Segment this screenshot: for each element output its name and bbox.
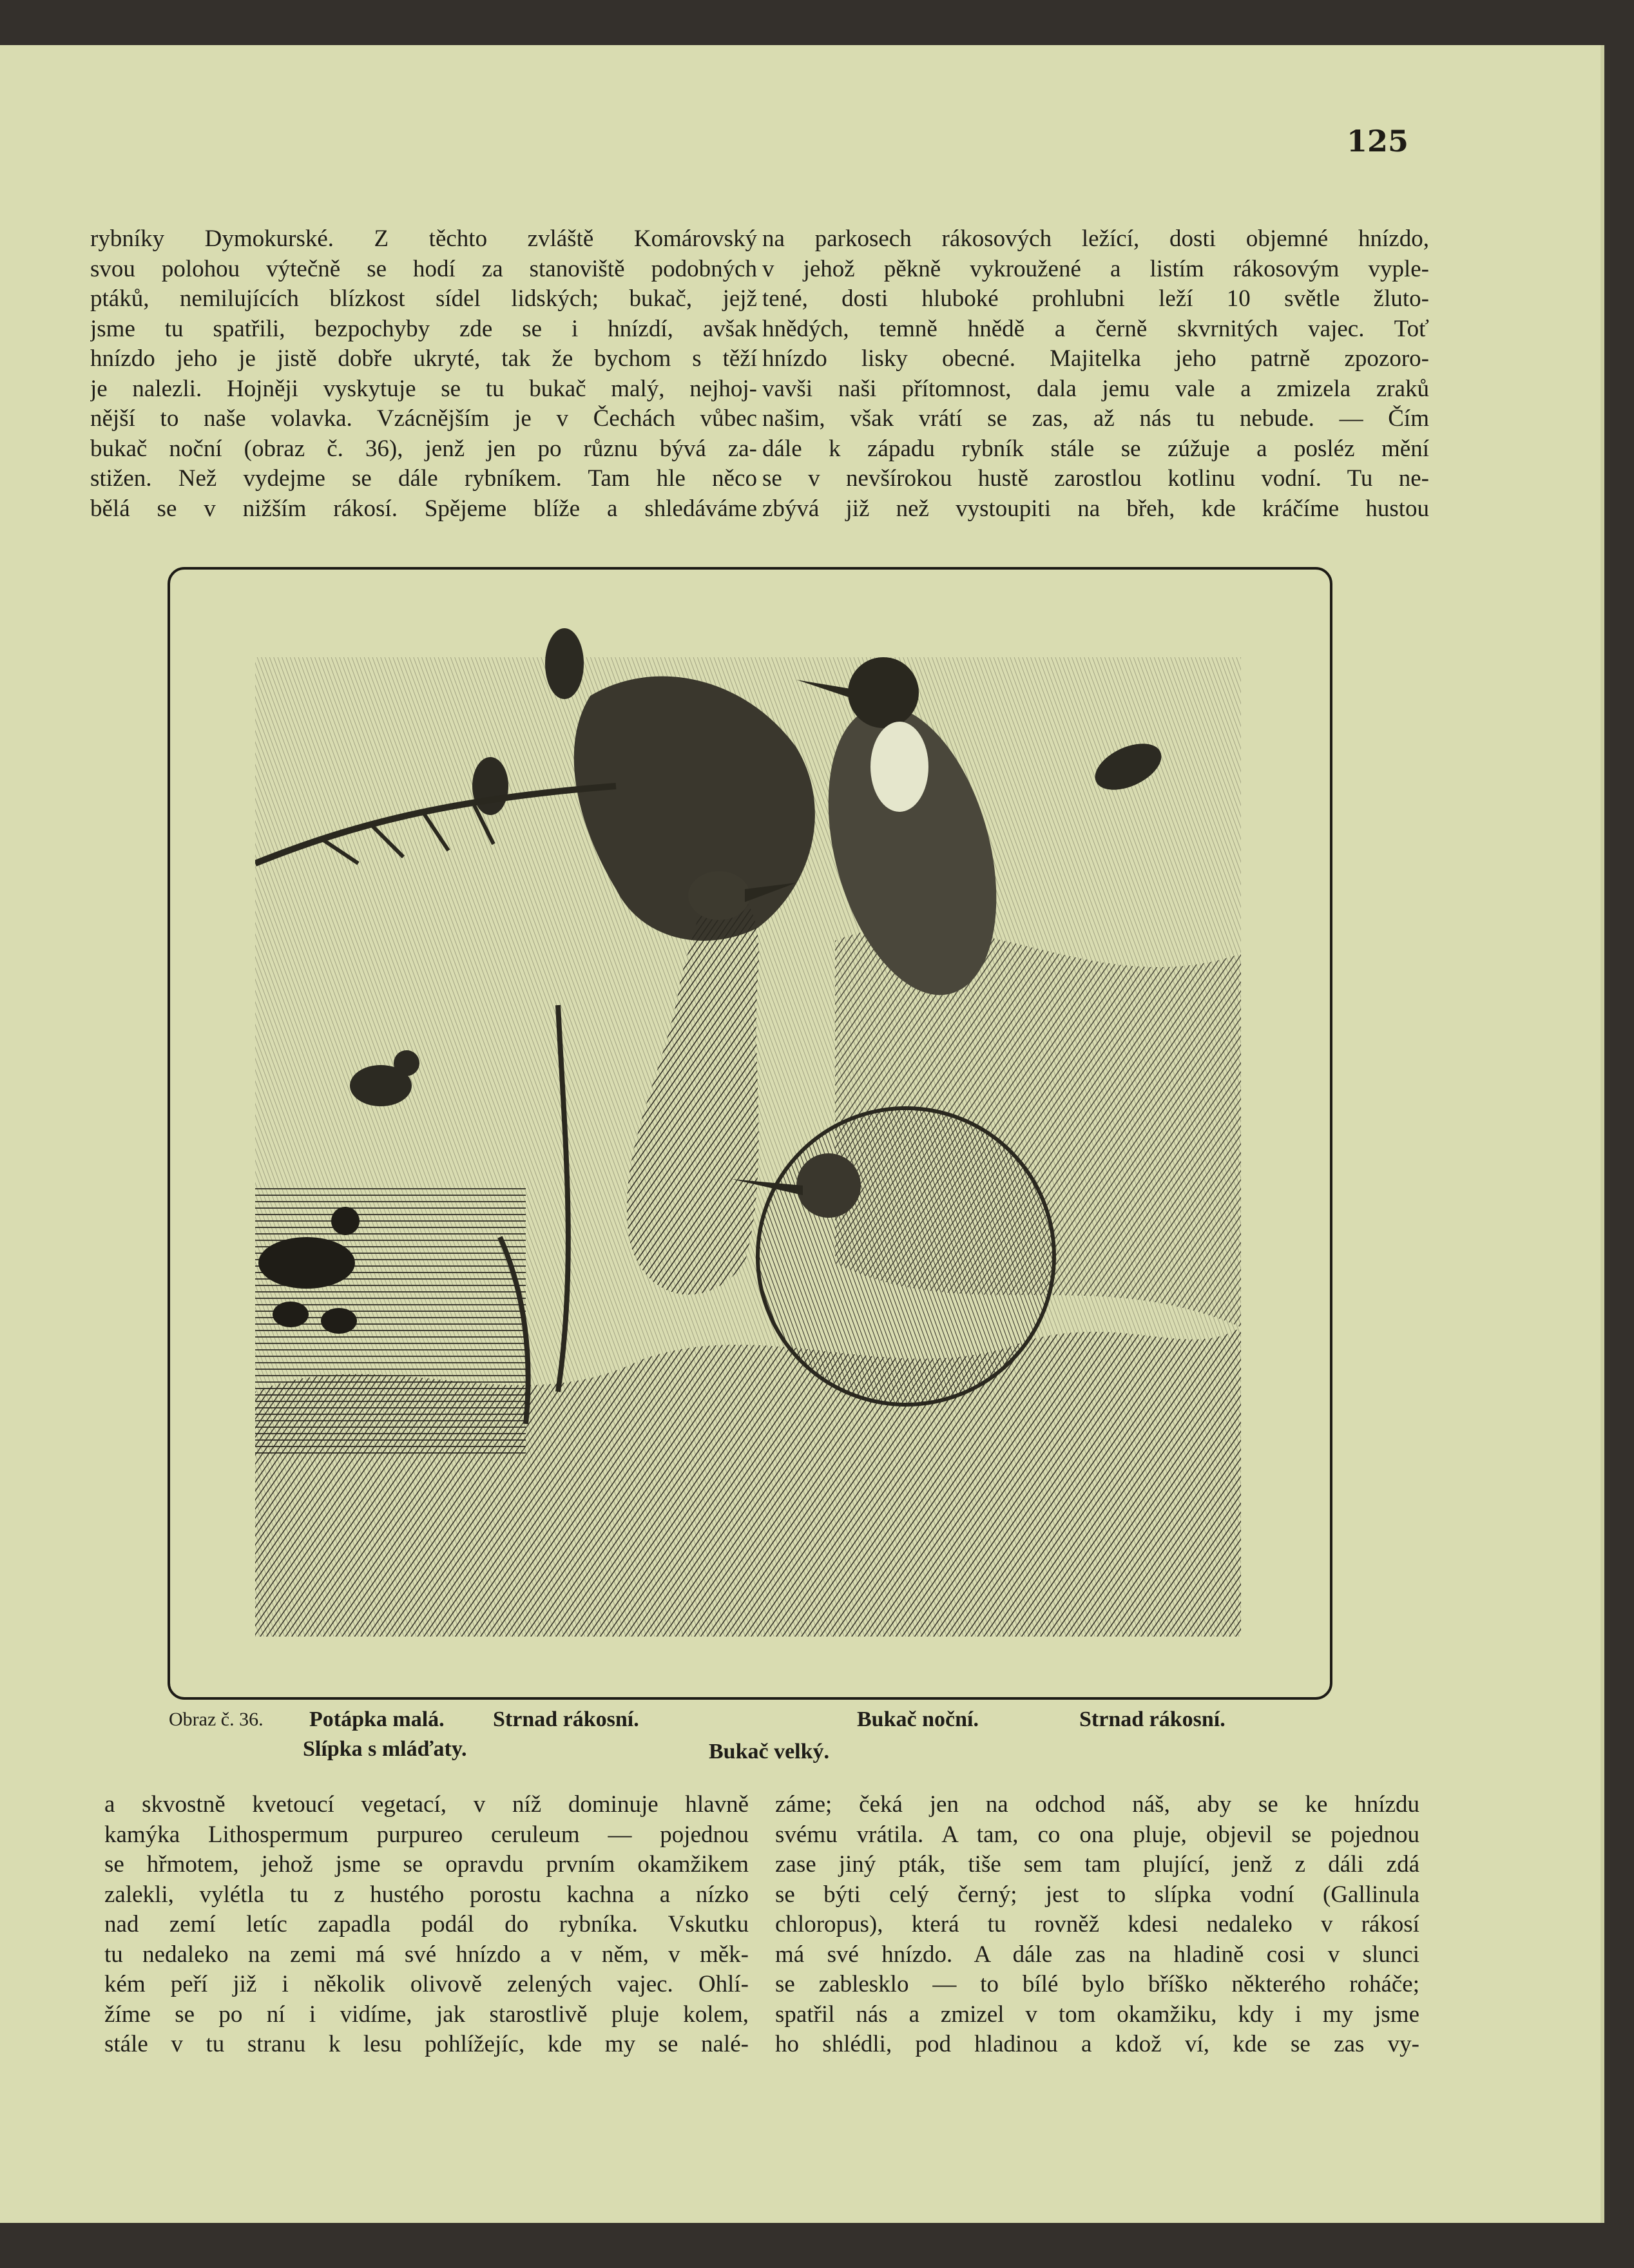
text-line: chloropus), která tu rovněž kdesi nedaleko v rákosí [775,1911,1419,1937]
text-column-bottom-right [775,1790,1419,2060]
text-line: bělá se v nižším rákosí. Spějeme blíže a shledáváme [90,495,757,522]
text-line: zbývá již než vystoupiti na břeh, kde kráčíme hustou [762,495,1429,522]
text-line: se býti celý černý; jest to slípka vodní (Gallinula [775,1881,1419,1908]
text-line: kém peří již i několik olivově zelených vajec. Ohlí- [104,1971,749,1997]
text-line: se zablesklo — to bílé bylo bříško některého roháče; [775,1971,1419,1997]
text-line: se hřmotem, jehož jsme se opravdu prvním okamžikem [104,1851,749,1878]
text-line: hnědých, temně hnědě a černě skvrnitých vajec. Toť [762,315,1429,342]
text-line: tené, dosti hluboké prohlubni leží 10 světle žluto- [762,285,1429,312]
figure-label-slipka: Slípka s mláďaty. [303,1737,467,1761]
text-line: stále v tu stranu k lesu pohlížejíc, kde my se nalé- [104,2031,749,2057]
text-line: ptáků, nemilujících blízkost sídel lidských; bukač, jejž [90,285,757,312]
text-line: hnízdo jeho je jistě dobře ukryté, tak že bychom s těží [90,345,757,372]
text-line: v jehož pěkně vykroužené a listím rákosovým vyple- [762,255,1429,282]
text-column-bottom-left [104,1790,749,2060]
figure-label-strnad-left: Strnad rákosní. [493,1707,639,1731]
text-line: kamýka Lithospermum purpureo ceruleum — pojednou [104,1821,749,1848]
figure-caption-prefix: Obraz č. 36. [169,1709,264,1730]
text-line: je nalezli. Hojněji vyskytuje se tu bukač malý, nejhoj- [90,375,757,402]
text-line: má své hnízdo. A dále zas na hladině cosi v slunci [775,1941,1419,1968]
text-line: jsme tu spatřili, bezpochyby zde se i hnízdí, avšak [90,315,757,342]
text-line: hnízdo lisky obecné. Majitelka jeho patrně zpozoro- [762,345,1429,372]
text-line: nější to naše volavka. Vzácnějším je v Čechách vůbec [90,405,757,432]
text-line: zase jiný pták, tiše sem tam plující, jenž z dáli zdá [775,1851,1419,1878]
page-number: 125 [1347,124,1409,159]
text-line: se v nevšírokou hustě zarostlou kotlinu vodní. Tu ne- [762,465,1429,492]
text-line: nad zemí letíc zapadla podál do rybníka. Vskutku [104,1911,749,1937]
text-line: spatřil nás a zmizel v tom okamžiku, kdy i my jsme [775,2001,1419,2028]
text-line: našim, však vrátí se zas, až nás tu nebude. — Čím [762,405,1429,432]
text-column-top-right [762,224,1429,524]
text-line: žíme se po ní i vidíme, jak starostlivě pluje kolem, [104,2001,749,2028]
text-line: ho shlédli, pod hladinou a kdož ví, kde se zas vy- [775,2031,1419,2057]
text-line: dále k západu rybník stále se zúžuje a posléz mění [762,435,1429,462]
text-line: svému vrátila. A tam, co ona pluje, objevil se pojednou [775,1821,1419,1848]
text-line: na parkosech rákosových ležící, dosti objemné hnízdo, [762,226,1429,252]
figure-label-strnad-right: Strnad rákosní. [1079,1707,1226,1731]
text-line: rybníky Dymokurské. Z těchto zvláště Komárovský [90,226,757,252]
text-line: záme; čeká jen na odchod náš, aby se ke hnízdu [775,1791,1419,1818]
text-line: a skvostně kvetoucí vegetací, v níž dominuje hlavně [104,1791,749,1818]
text-line: vavši naši přítomnost, dala jemu vale a zmizela zraků [762,375,1429,402]
text-line: stižen. Než vydejme se dále rybníkem. Tam hle něco [90,465,757,492]
figure-label-bukac-nocni: Bukač noční. [857,1707,979,1731]
text-line: zalekli, vylétla tu z hustého porostu kachna a nízko [104,1881,749,1908]
bird-engraving-illustration [255,619,1241,1637]
figure-label-potapka: Potápka malá. [309,1707,445,1731]
text-line: bukač noční (obraz č. 36), jenž jen po různu bývá za- [90,435,757,462]
figure-label-bukac-velky: Bukač velký. [709,1740,830,1763]
text-column-top-left [90,224,757,524]
text-line: tu nedaleko na zemi má své hnízdo a v něm, v měk- [104,1941,749,1968]
text-line: svou polohou výtečně se hodí za stanoviště podobných [90,255,757,282]
